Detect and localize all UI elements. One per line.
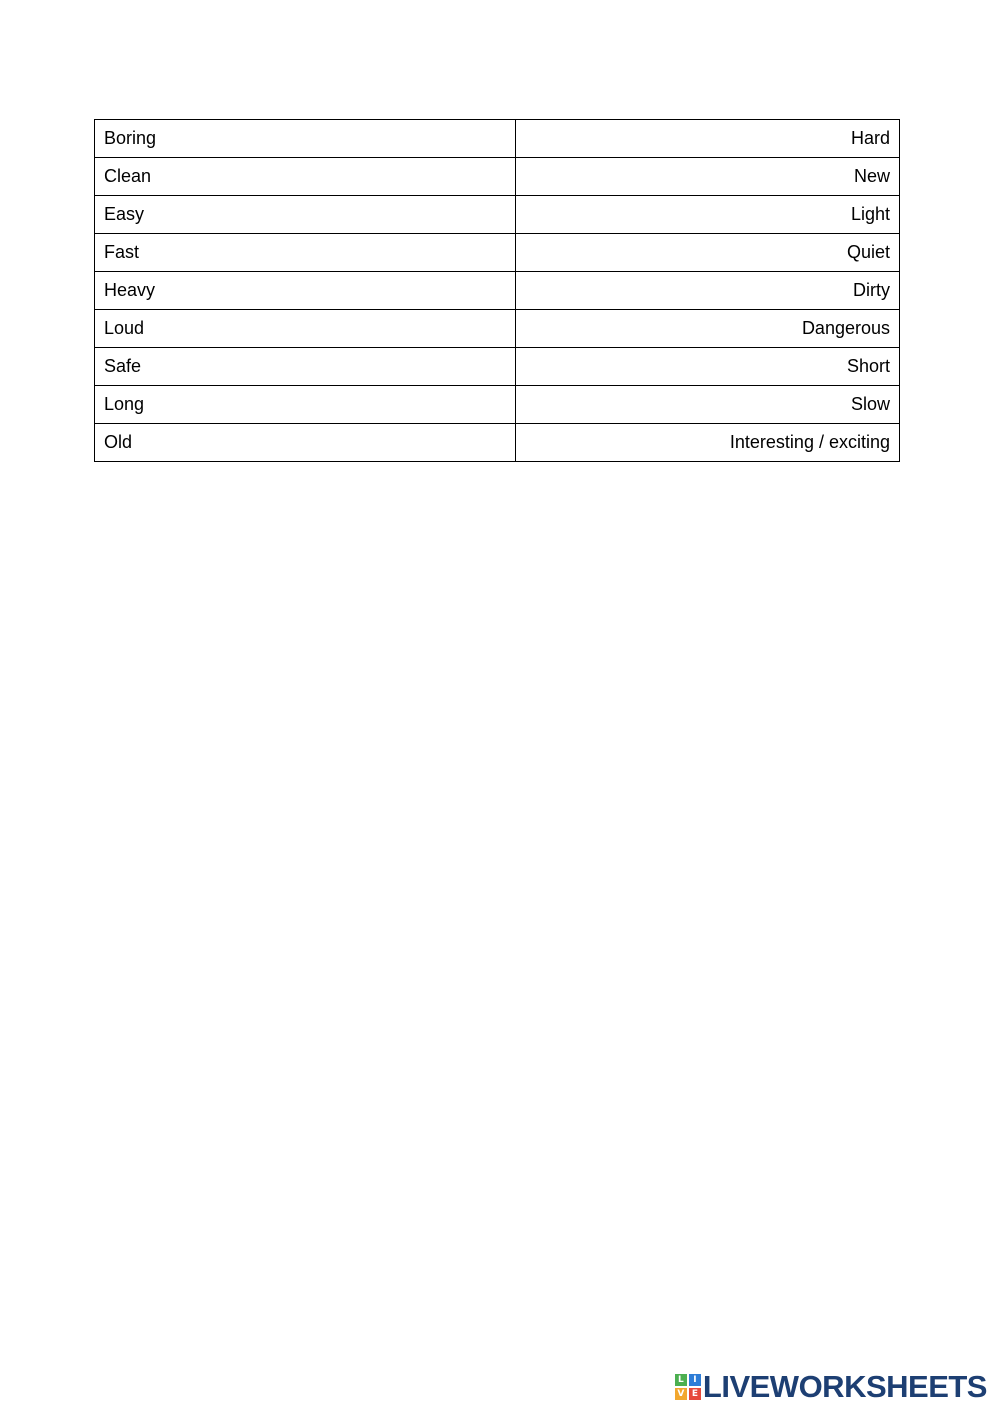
left-word-cell: Old [95,424,516,462]
table-row [95,158,900,196]
left-word-cell: Heavy [95,272,516,310]
word-pairs-table-body [95,120,900,462]
liveworksheets-brand [675,1369,987,1404]
table-row [95,272,900,310]
table-row [95,348,900,386]
right-word-cell: Slow [516,386,900,424]
word-pairs-table [94,119,900,462]
logo-letter-e: E [689,1388,701,1400]
table-row [95,234,900,272]
logo-letter-v: V [675,1388,687,1400]
right-word-cell: Dangerous [516,310,900,348]
right-word-cell: Dirty [516,272,900,310]
table-row [95,386,900,424]
table-row [95,196,900,234]
liveworksheets-wordmark: LIVEWORKSHEETS [702,1369,987,1404]
table-row [95,310,900,348]
right-word-cell: Hard [516,120,900,158]
right-word-cell: Quiet [516,234,900,272]
left-word-cell: Easy [95,196,516,234]
logo-letter-i: I [689,1374,701,1386]
left-word-cell: Boring [95,120,516,158]
left-word-cell: Safe [95,348,516,386]
right-word-cell: Interesting / exciting [516,424,900,462]
table-row [95,424,900,462]
liveworksheets-logo-icon [675,1374,701,1400]
left-word-cell: Loud [95,310,516,348]
logo-letter-l: L [675,1374,687,1386]
left-word-cell: Long [95,386,516,424]
left-word-cell: Fast [95,234,516,272]
left-word-cell: Clean [95,158,516,196]
right-word-cell: Light [516,196,900,234]
right-word-cell: New [516,158,900,196]
right-word-cell: Short [516,348,900,386]
table-row [95,120,900,158]
